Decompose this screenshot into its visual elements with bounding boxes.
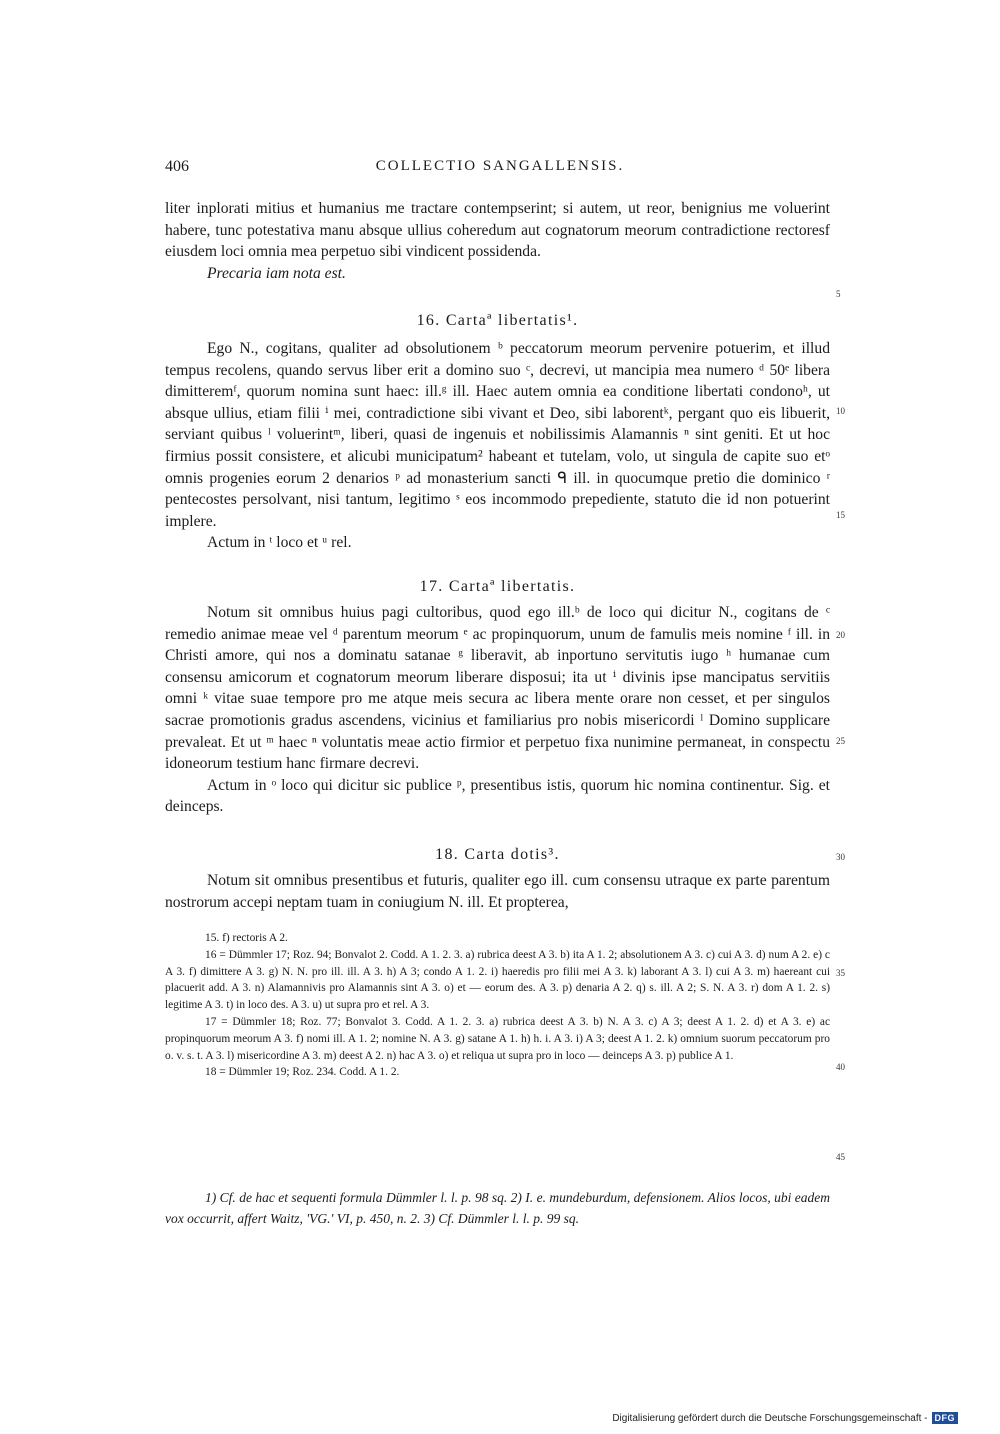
apparatus-entry: 18 = Dümmler 19; Roz. 234. Codd. A 1. 2.	[205, 1066, 400, 1079]
apparatus-entry: 16 = Dümmler 17; Roz. 94; Bonvalot 2. Codd. A 1. 2. 3. a) rubrica deest A 3. b) ita A 1. 2; absolutionem A 3. c) cui A 3. d) num A 2. e) c A 3. f) dimittere A 3. g) N. N. pro ill. ill. A 3. h) A 3; condo A 1. 2. i) haeredis pro filii mei A 3. k) laborant A 3. l) cui A 3. m) haereant cui placuerit add. A 3. n) Alamannivis pro Alamannis sint A 3. o) et — eorum des. A 3. p) denaria A 2. q) s. ill. A 2; S. N. A 3. r) dom A 1. 2. s) legitime A 3. t) in loco des. A 3. u) ut supra pro et rel. A 3.	[165, 948, 830, 1012]
dfg-logo-icon: DFG	[932, 1412, 959, 1424]
section-17-text: Notum sit omnibus huius pagi cultoribus, quod ego ill.ᵇ de loco qui dicitur N., cogitans de ᶜ remedio animae meae vel ᵈ parentum meorum ᵉ ac propinquorum, unum de famulis meis nomine ᶠ ill. in Christi amore, qui nos a dominatu satanae ᵍ liberavit, ab inportuno servitutis iugo ʰ humanae cum consensu amicorum et cognatorum meorum liberare disposui; ita ut ⁱ divinis ipse mancipatus servitiis omni ᵏ vitae suae tempore pro me atque meis secura ac libera mente orare non cesset, et per singulos sacrae promotionis gradus ascendens, vicinius et familiarius pro nobis misericordi ˡ Domino supplicare prevaleat. Et ut ᵐ haec ⁿ voluntatis meae actio firmior et perpetuo fixa nunimine permaneat, in conspectu idoneorum testium hanc firmare decrevi.	[165, 604, 830, 773]
precaria-note: Precaria iam nota est.	[207, 264, 346, 282]
footnote-text: 1) Cf. de hac et sequenti formula Dümmler l. l. p. 98 sq. 2) I. e. mundeburdum, defensionem. Alios locos, ubi eadem vox occurrit, affert Waitz, 'VG.' VI, p. 450, n. 2. 3) Cf. Dümmler l. l. p. 99 sq.	[165, 1190, 830, 1226]
apparatus-entry: 17 = Dümmler 18; Roz. 77; Bonvalot 3. Codd. A 1. 2. 3. a) rubrica deest A 3. b) N. A 3. c) A 3; deest A 1. 2. d) et A 3. e) ac propinquorum meorum A 3. f) nomi ill. A 1. 2; nomine N. A 3. g) satane A 1. h) h. i. A 3. i) A 3; deest A 1. 2. k) omnium suorum peccatorum pro o. v. s. t. A 3. l) misericordine A 3. m) deest A 2. n) hac A 3. o) et reliqua ut supra pro in loco — deinceps A 3. p) publice A 1.	[165, 1015, 830, 1062]
digitization-footer	[612, 1412, 958, 1424]
section-18-body	[165, 870, 830, 913]
line-number: 40	[836, 1062, 845, 1072]
running-title: COLLECTIO SANGALLENSIS.	[375, 158, 625, 174]
section-17-actum: Actum in ᵒ loco qui dicitur sic publice ᵖ, presentibus istis, quorum hic nomina continentur. Sig. et deinceps.	[165, 776, 830, 816]
section-18	[165, 846, 830, 864]
line-number: 25	[836, 736, 845, 746]
line-number: 5	[836, 289, 841, 299]
section-17-heading: 17. Cartaª libertatis.	[419, 578, 576, 595]
line-number: 15	[836, 510, 845, 520]
section-18-text: Notum sit omnibus presentibus et futuris, qualiter ego ill. cum consensu utraque ex parte parentum nostrorum accepi neptam tuam in coniugium N. ill. Et propterea,	[165, 872, 830, 911]
footer-text: Digitalisierung gefördert durch die Deutsche Forschungsgemeinschaft -	[612, 1412, 928, 1424]
section-16-body	[165, 338, 830, 554]
section-16-heading: 16. Cartaª libertatis¹.	[416, 312, 579, 329]
footnotes	[165, 1188, 830, 1229]
section-18-heading: 18. Carta dotis³.	[435, 846, 560, 863]
line-number: 20	[836, 630, 845, 640]
critical-apparatus	[165, 930, 830, 1081]
intro-block	[165, 198, 830, 284]
line-number: 35	[836, 968, 845, 978]
section-16-text: Ego N., cogitans, qualiter ad obsolutionem ᵇ peccatorum meorum pervenire potuerim, et illud tempus recolens, quando servus liber erit a domino suo ᶜ, decrevi, ut mancipia mea numero ᵈ 50ᵉ libera dimitteremᶠ, quorum nomina sunt haec: ill.ᵍ ill. Haec autem omnia ea conditione libertati condonoʰ, ut absque ullius, etiam filii ⁱ mei, contradictione sibi vivant et Deo, sibi laborentᵏ, pergant quo eis libuerit, serviant quibus ˡ voluerintᵐ, liberi, quasi de ingenuis et nobilissimis Alamannis ⁿ sint geniti. Et ut hoc firmius possit consistere, et alicubi municipatum² habeant et tutelam, volo, ut singula de capite suo etᵒ omnis progenies eorum 2 denarios ᵖ ad monasterium sancti ᑫ ill. in quocumque pretio die dominico ʳ pentecostes persolvant, nisi tantum, legitimo ˢ eos incommodo prepediente, statuto die id non potuerint implere.	[165, 340, 830, 530]
section-17	[165, 578, 830, 596]
line-number: 30	[836, 852, 845, 862]
line-number: 45	[836, 1152, 845, 1162]
section-16	[165, 312, 830, 330]
apparatus-entry: 15. f) rectoris A 2.	[205, 932, 288, 944]
section-17-body	[165, 602, 830, 818]
intro-text: liter inplorati mitius et humanius me tractare contempserint; si autem, ut reor, benignius me voluerint habere, tunc potestativa manu absque ullius coheredum aut cognatorum meorum contradictione rectoresf eiusdem loci omnia mea perpetuo sibi vindicent possidenda.	[165, 200, 830, 261]
line-number: 10	[836, 406, 845, 416]
page-number: 406	[165, 158, 189, 175]
section-16-actum: Actum in ᵗ loco et ᵘ rel.	[207, 534, 352, 552]
